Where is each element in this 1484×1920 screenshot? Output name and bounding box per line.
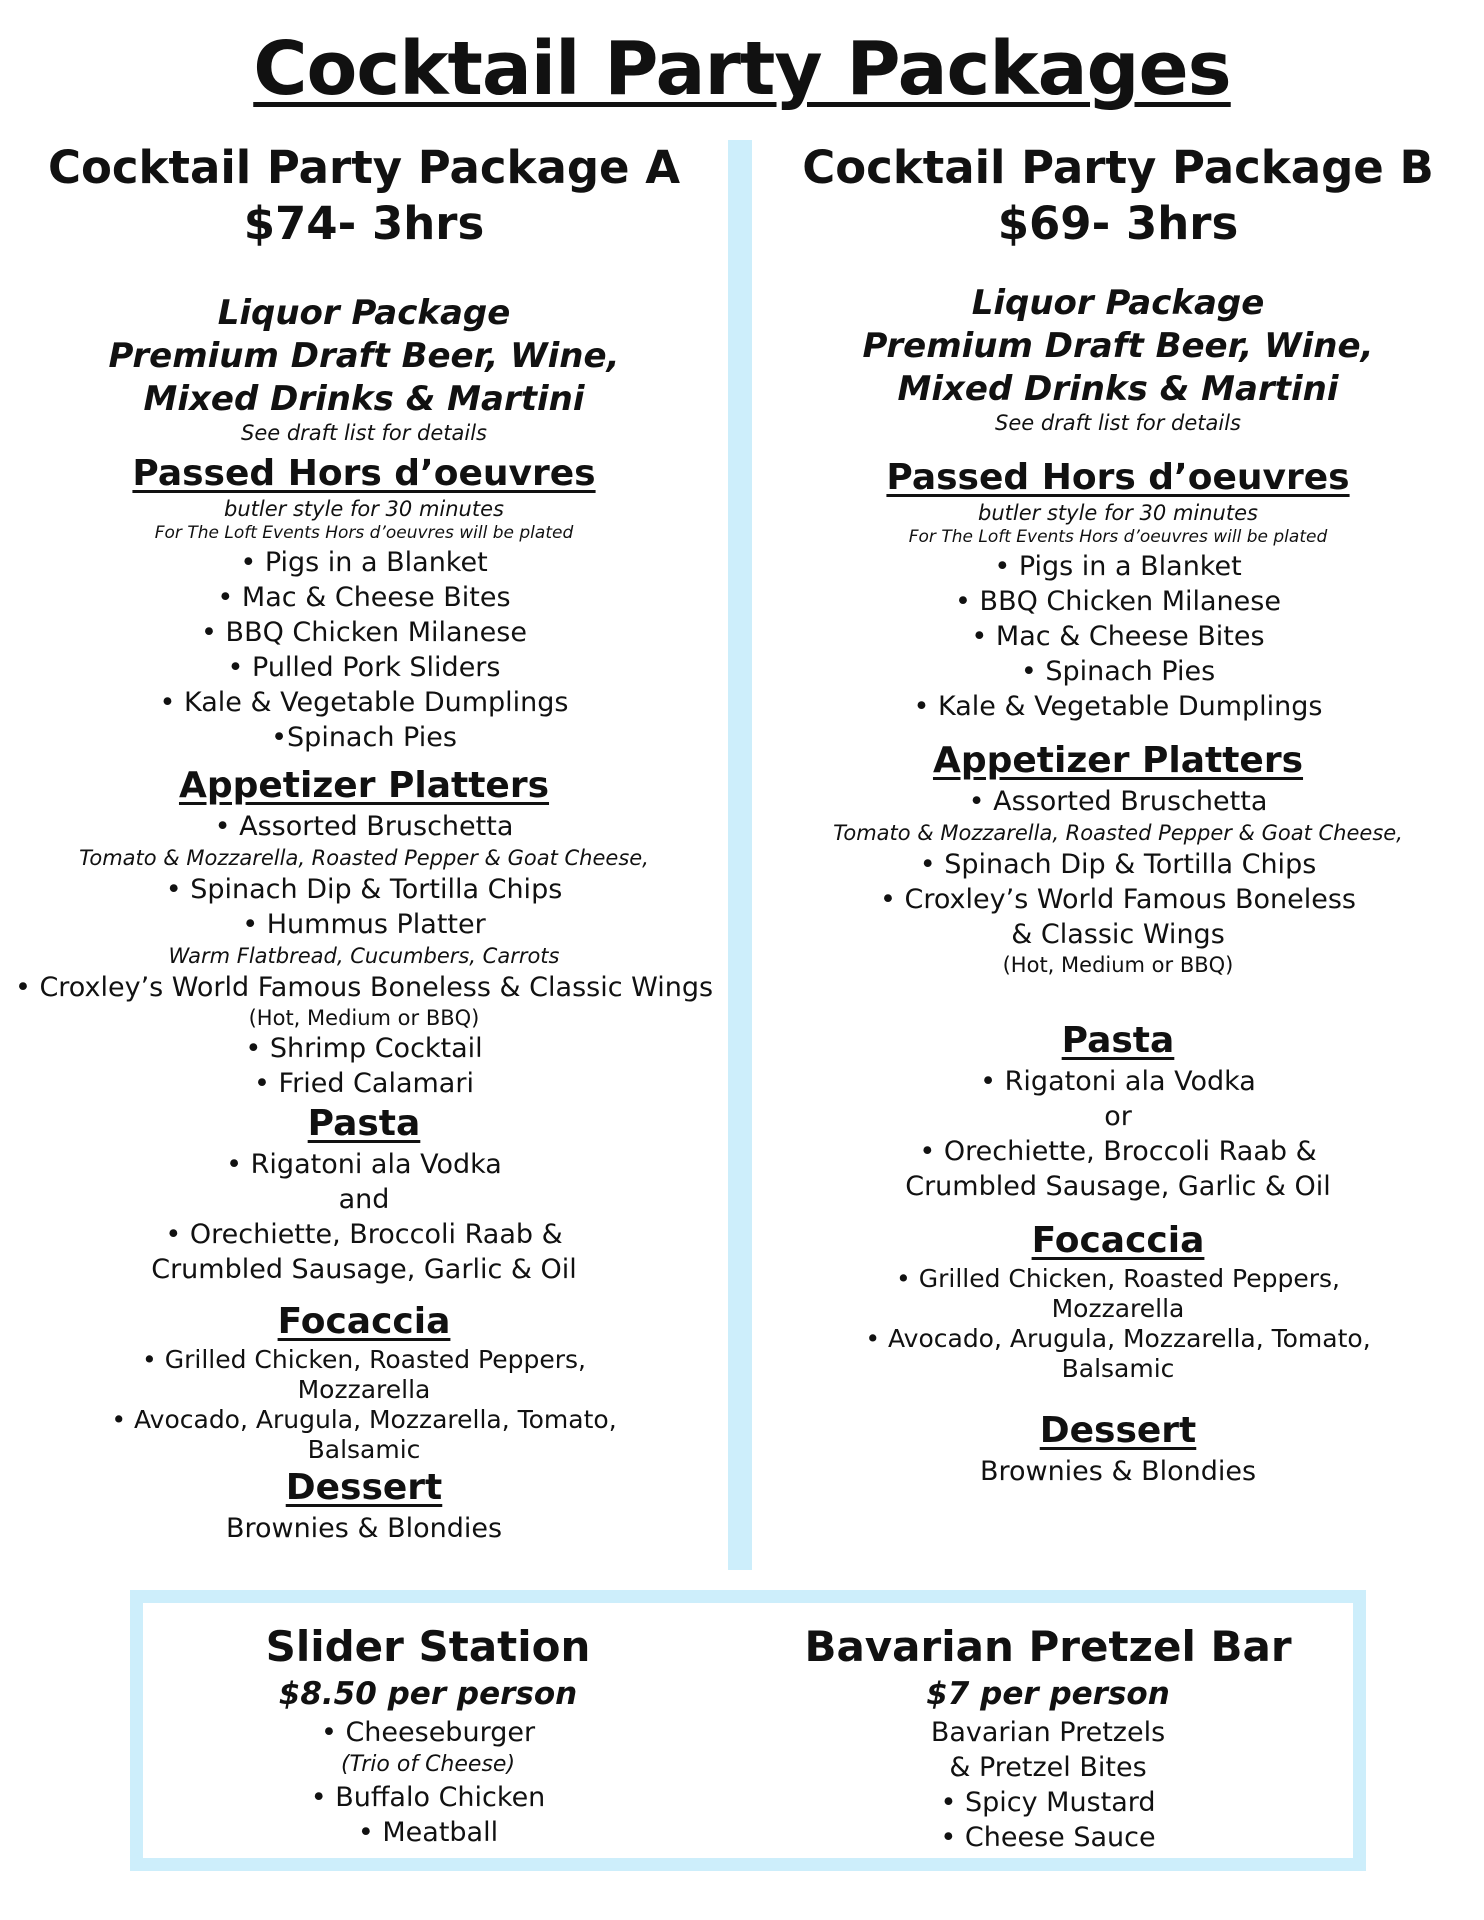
list-item: • Mac & Cheese Bites [971, 621, 1265, 652]
list-item: Balsamic [1061, 1354, 1175, 1383]
pretzel-bar-price: $7 per person [926, 1676, 1170, 1712]
passed-note: butler style for 30 minutes [978, 501, 1258, 525]
dessert-heading: Dessert [285, 1467, 443, 1508]
list-item: • Cheese Sauce [940, 1822, 1156, 1853]
list-item: • Mac & Cheese Bites [217, 582, 511, 613]
package-a-title: Cocktail Party Package A [47, 141, 681, 194]
column-divider [728, 140, 752, 1570]
passed-note: butler style for 30 minutes [224, 497, 504, 521]
list-item-detail: Tomato & Mozzarella, Roasted Pepper & Goat Cheese, [833, 821, 1403, 845]
list-item: • Croxley’s World Famous Boneless [879, 884, 1356, 915]
liquor-line: Premium Draft Beer, Wine, [862, 326, 1374, 366]
package-b [752, 140, 1484, 1489]
liquor-line: Mixed Drinks & Martini [897, 369, 1339, 409]
list-item: • Kale & Vegetable Dumplings [913, 691, 1323, 722]
slider-station-price: $8.50 per person [278, 1676, 578, 1712]
list-item: • Avocado, Arugula, Mozzarella, Tomato, [865, 1324, 1371, 1353]
list-item: • Shrimp Cocktail [245, 1033, 483, 1064]
list-item: • Hummus Platter [242, 909, 486, 940]
pasta-heading: Pasta [1061, 1020, 1175, 1061]
list-item: & Classic Wings [1011, 919, 1225, 950]
list-item: Balsamic [307, 1435, 421, 1464]
list-item: • Spinach Pies [1020, 656, 1216, 687]
passed-note-plated: For The Loft Events Hors d’oeuvres will be plated [154, 523, 574, 543]
passed-heading: Passed Hors d’oeuvres [132, 453, 596, 494]
list-item: • BBQ Chicken Milanese [201, 617, 527, 648]
list-item: Brownies & Blondies [225, 1513, 503, 1544]
list-item: • BBQ Chicken Milanese [955, 586, 1281, 617]
liquor-line: Mixed Drinks & Martini [143, 379, 585, 419]
list-item: • Cheeseburger [320, 1717, 536, 1748]
liquor-line: Premium Draft Beer, Wine, [108, 336, 620, 376]
list-item-detail: Tomato & Mozzarella, Roasted Pepper & Goat Cheese, [79, 846, 649, 870]
package-a-price: $74- 3hrs [243, 197, 485, 250]
list-item-detail: (Trio of Cheese) [340, 1752, 516, 1777]
page-title: Cocktail Party Packages [253, 26, 1231, 112]
liquor-note: See draft list for details [240, 421, 487, 445]
liquor-package-label: Liquor Package [971, 283, 1265, 323]
list-item: • Rigatoni ala Vodka [980, 1066, 1256, 1097]
list-item: & Pretzel Bites [949, 1752, 1147, 1783]
list-item-connector: or [1104, 1101, 1132, 1132]
list-item: Brownies & Blondies [979, 1456, 1257, 1487]
list-item: •Spinach Pies [271, 722, 457, 753]
dessert-heading: Dessert [1039, 1410, 1197, 1451]
list-item: • Assorted Bruschetta [968, 786, 1268, 817]
list-item: • Spinach Dip & Tortilla Chips [165, 874, 563, 905]
list-item: Crumbled Sausage, Garlic & Oil [151, 1254, 577, 1285]
list-item: • Rigatoni ala Vodka [226, 1149, 502, 1180]
list-item-detail: Warm Flatbread, Cucumbers, Carrots [168, 944, 560, 968]
pretzel-bar-title: Bavarian Pretzel Bar [804, 1622, 1292, 1671]
list-item: Mozzarella [1051, 1294, 1185, 1323]
list-item: • Croxley’s World Famous Boneless & Classic Wings [14, 972, 714, 1003]
package-b-price: $69- 3hrs [997, 197, 1239, 250]
add-ons-box [130, 1590, 1366, 1871]
list-item: • Assorted Bruschetta [214, 811, 514, 842]
package-b-title: Cocktail Party Package B [802, 141, 1434, 194]
list-item: Mozzarella [297, 1375, 431, 1404]
focaccia-heading: Focaccia [277, 1301, 451, 1342]
pasta-heading: Pasta [307, 1103, 421, 1144]
list-item: Bavarian Pretzels [930, 1717, 1166, 1748]
list-item-connector: and [338, 1184, 390, 1215]
appetizer-heading: Appetizer Platters [178, 765, 550, 806]
passed-heading: Passed Hors d’oeuvres [886, 457, 1350, 498]
list-item: • Pulled Pork Sliders [227, 652, 501, 683]
list-item: • Orechiette, Broccoli Raab & [919, 1136, 1317, 1167]
focaccia-heading: Focaccia [1031, 1220, 1205, 1261]
list-item-detail: (Hot, Medium or BBQ) [1002, 953, 1234, 977]
list-item: • Grilled Chicken, Roasted Peppers, [142, 1345, 586, 1374]
list-item-detail: (Hot, Medium or BBQ) [248, 1006, 480, 1030]
list-item: • Spicy Mustard [940, 1787, 1156, 1818]
passed-note-plated: For The Loft Events Hors d’oeuvres will be plated [908, 527, 1328, 547]
package-a [0, 140, 728, 1546]
appetizer-heading: Appetizer Platters [932, 740, 1304, 781]
slider-station-title: Slider Station [265, 1622, 591, 1671]
pretzel-bar [743, 1621, 1353, 1855]
list-item: • Kale & Vegetable Dumplings [159, 687, 569, 718]
list-item: • Pigs in a Blanket [240, 547, 488, 578]
liquor-note: See draft list for details [994, 411, 1241, 435]
list-item: • Avocado, Arugula, Mozzarella, Tomato, [111, 1405, 617, 1434]
list-item: • Orechiette, Broccoli Raab & [165, 1219, 563, 1250]
list-item: • Meatball [357, 1817, 499, 1848]
liquor-package-label: Liquor Package [217, 293, 511, 333]
list-item: • Fried Calamari [254, 1068, 474, 1099]
list-item: • Pigs in a Blanket [994, 551, 1242, 582]
slider-station [143, 1621, 713, 1850]
list-item: Crumbled Sausage, Garlic & Oil [905, 1171, 1331, 1202]
list-item: • Grilled Chicken, Roasted Peppers, [896, 1264, 1340, 1293]
list-item: • Spinach Dip & Tortilla Chips [919, 849, 1317, 880]
list-item: • Buffalo Chicken [310, 1782, 546, 1813]
